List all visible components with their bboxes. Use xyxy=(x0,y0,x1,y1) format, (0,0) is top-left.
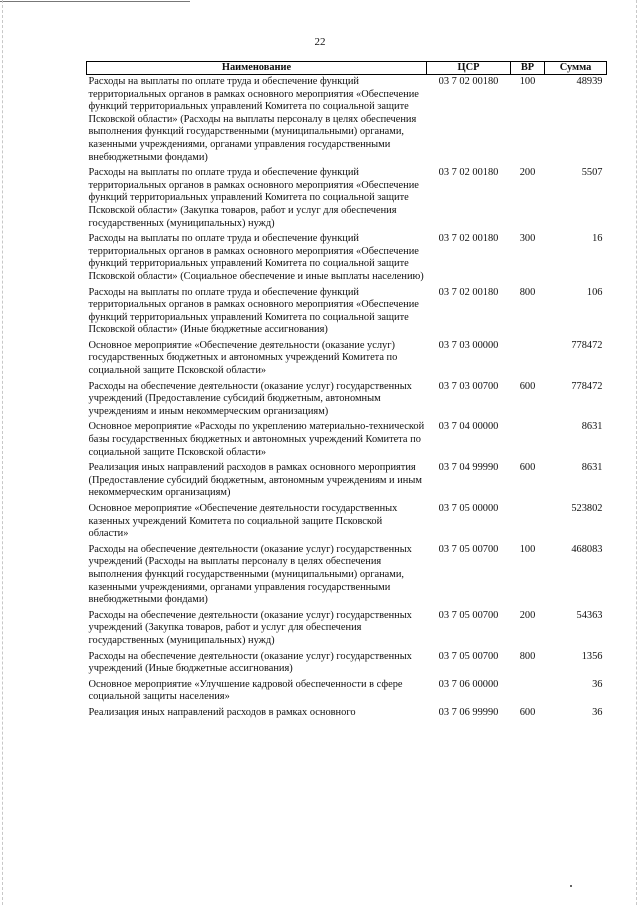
row-vr: 200 xyxy=(519,609,536,621)
table-row xyxy=(87,543,607,609)
table-row xyxy=(87,232,607,285)
row-name: Расходы на выплаты по оплате труда и обеспечение функций территориальных органов в рамках основного мероприятия «Обеспечение функций территориальных управлений Комитета по социальной защите Псковской области» (Расходы на выплаты персоналу в целях обеспечения выполнения функций государственными (муниципальными) органами, казенными учреждениями, органами управления государственными внебюджетными фондами) xyxy=(88,76,419,163)
table-row xyxy=(87,380,607,421)
row-name: Реализация иных направлений расходов в рамках основного мероприятия (Предоставление субсидий бюджетным, автономным учреждениям и иным некоммерческим организациям) xyxy=(88,462,422,499)
row-sum: 778472 xyxy=(571,339,603,351)
row-name: Основное мероприятие «Обеспечение деятельности (оказание услуг) государственных бюджетных и автономных учреждений Комитета по социальной защите Псковской области» xyxy=(88,339,398,377)
header-csr: ЦСР xyxy=(427,62,511,75)
row-csr: 03 7 05 00700 xyxy=(438,650,499,662)
row-name: Расходы на обеспечение деятельности (оказание услуг) государственных учреждений (Иные бюджетные ассигнования) xyxy=(88,650,412,675)
table-row xyxy=(87,75,607,167)
row-vr: 800 xyxy=(519,650,536,662)
row-vr: 600 xyxy=(519,462,536,474)
row-name: Основное мероприятие «Расходы по укреплению материально-технической базы государственных бюджетных и автономных учреждений Комитета по социальной защите Псковской области» xyxy=(88,421,425,458)
row-name: Основное мероприятие «Улучшение кадровой обеспеченности в сфере социальной защиты населения» xyxy=(88,678,403,703)
scan-edge-right xyxy=(636,0,637,905)
table-row xyxy=(87,609,607,650)
row-name: Расходы на выплаты по оплате труда и обеспечение функций территориальных органов в рамках основного мероприятия «Обеспечение функций территориальных управлений Комитета по социальной защите Псковской области» (Социальное обеспечение и иные выплаты населению) xyxy=(88,233,424,282)
row-sum: 36 xyxy=(592,706,603,718)
row-csr: 03 7 03 00700 xyxy=(438,380,499,392)
row-csr: 03 7 03 00000 xyxy=(438,339,499,351)
header-sum: Сумма xyxy=(545,62,607,75)
row-vr xyxy=(511,502,545,543)
row-csr: 03 7 06 99990 xyxy=(438,706,499,718)
row-vr xyxy=(511,420,545,461)
row-name: Расходы на выплаты по оплате труда и обеспечение функций территориальных органов в рамках основного мероприятия «Обеспечение функций территориальных управлений Комитета по социальной защите Псковской области» (Иные бюджетные ассигнования) xyxy=(88,286,419,336)
row-csr: 03 7 02 00180 xyxy=(438,286,499,298)
row-name: Реализация иных направлений расходов в рамках основного xyxy=(88,706,356,718)
row-vr: 100 xyxy=(519,543,536,555)
row-csr: 03 7 05 00700 xyxy=(438,543,499,555)
row-sum: 16 xyxy=(592,233,603,245)
header-vr: ВР xyxy=(511,62,545,75)
row-vr: 600 xyxy=(519,706,536,718)
row-vr xyxy=(511,678,545,706)
table-row xyxy=(87,461,607,502)
row-vr: 800 xyxy=(519,286,536,298)
table-header-row xyxy=(87,62,607,75)
row-sum: 468083 xyxy=(571,543,603,555)
row-csr: 03 7 06 00000 xyxy=(438,678,499,690)
row-sum: 36 xyxy=(592,678,603,690)
row-vr: 600 xyxy=(519,380,536,392)
table-row xyxy=(87,339,607,380)
row-csr: 03 7 02 00180 xyxy=(438,233,499,245)
row-name: Расходы на обеспечение деятельности (оказание услуг) государственных учреждений (Предоставление субсидий бюджетным, автономным учреждениям и иным некоммерческим организациям) xyxy=(88,380,412,417)
row-csr: 03 7 04 99990 xyxy=(438,462,499,474)
table-row xyxy=(87,420,607,461)
row-sum: 106 xyxy=(586,286,603,298)
budget-table xyxy=(86,61,607,722)
row-sum: 8631 xyxy=(581,462,603,474)
row-sum: 778472 xyxy=(571,380,603,392)
row-sum: 8631 xyxy=(581,421,603,433)
row-vr xyxy=(511,339,545,380)
row-sum: 1356 xyxy=(581,650,603,662)
row-vr: 100 xyxy=(519,76,536,87)
scan-edge-rule xyxy=(0,1,190,2)
table-row xyxy=(87,706,607,722)
row-sum: 523802 xyxy=(571,503,603,514)
row-vr: 300 xyxy=(519,233,536,245)
row-csr: 03 7 05 00700 xyxy=(438,609,499,621)
row-csr: 03 7 02 00180 xyxy=(438,76,499,87)
row-sum: 54363 xyxy=(576,609,603,621)
scan-speck xyxy=(570,885,572,887)
header-name: Наименование xyxy=(87,62,427,75)
row-sum: 5507 xyxy=(581,167,603,179)
table-row xyxy=(87,502,607,543)
row-name: Расходы на обеспечение деятельности (оказание услуг) государственных учреждений (Расходы на выплаты персоналу в целях обеспечения выполнения функций государственными (муниципальными) органами, казенными учреждениями, органами управления государственными внебюджетными фондами) xyxy=(88,543,412,606)
page-number: 22 xyxy=(314,36,326,48)
row-sum: 48939 xyxy=(576,76,603,87)
table-row xyxy=(87,166,607,232)
row-name: Расходы на обеспечение деятельности (оказание услуг) государственных учреждений (Закупка товаров, работ и услуг для обеспечения государственных (муниципальных) нужд) xyxy=(88,609,412,646)
row-csr: 03 7 04 00000 xyxy=(438,421,499,433)
table-row xyxy=(87,650,607,678)
table-row xyxy=(87,678,607,706)
row-name: Расходы на выплаты по оплате труда и обеспечение функций территориальных органов в рамках основного мероприятия «Обеспечение функций территориальных управлений Комитета по социальной защите Псковской области» (Закупка товаров, работ и услуг для обеспечения государственных (муниципальных) нужд) xyxy=(88,167,419,229)
row-vr: 200 xyxy=(519,167,536,179)
row-csr: 03 7 05 00000 xyxy=(438,503,499,514)
scan-edge-left xyxy=(2,0,3,905)
row-name: Основное мероприятие «Обеспечение деятельности государственных казенных учреждений Комитета по социальной защите Псковской области» xyxy=(88,503,398,540)
table-row xyxy=(87,286,607,339)
row-csr: 03 7 02 00180 xyxy=(438,167,499,179)
